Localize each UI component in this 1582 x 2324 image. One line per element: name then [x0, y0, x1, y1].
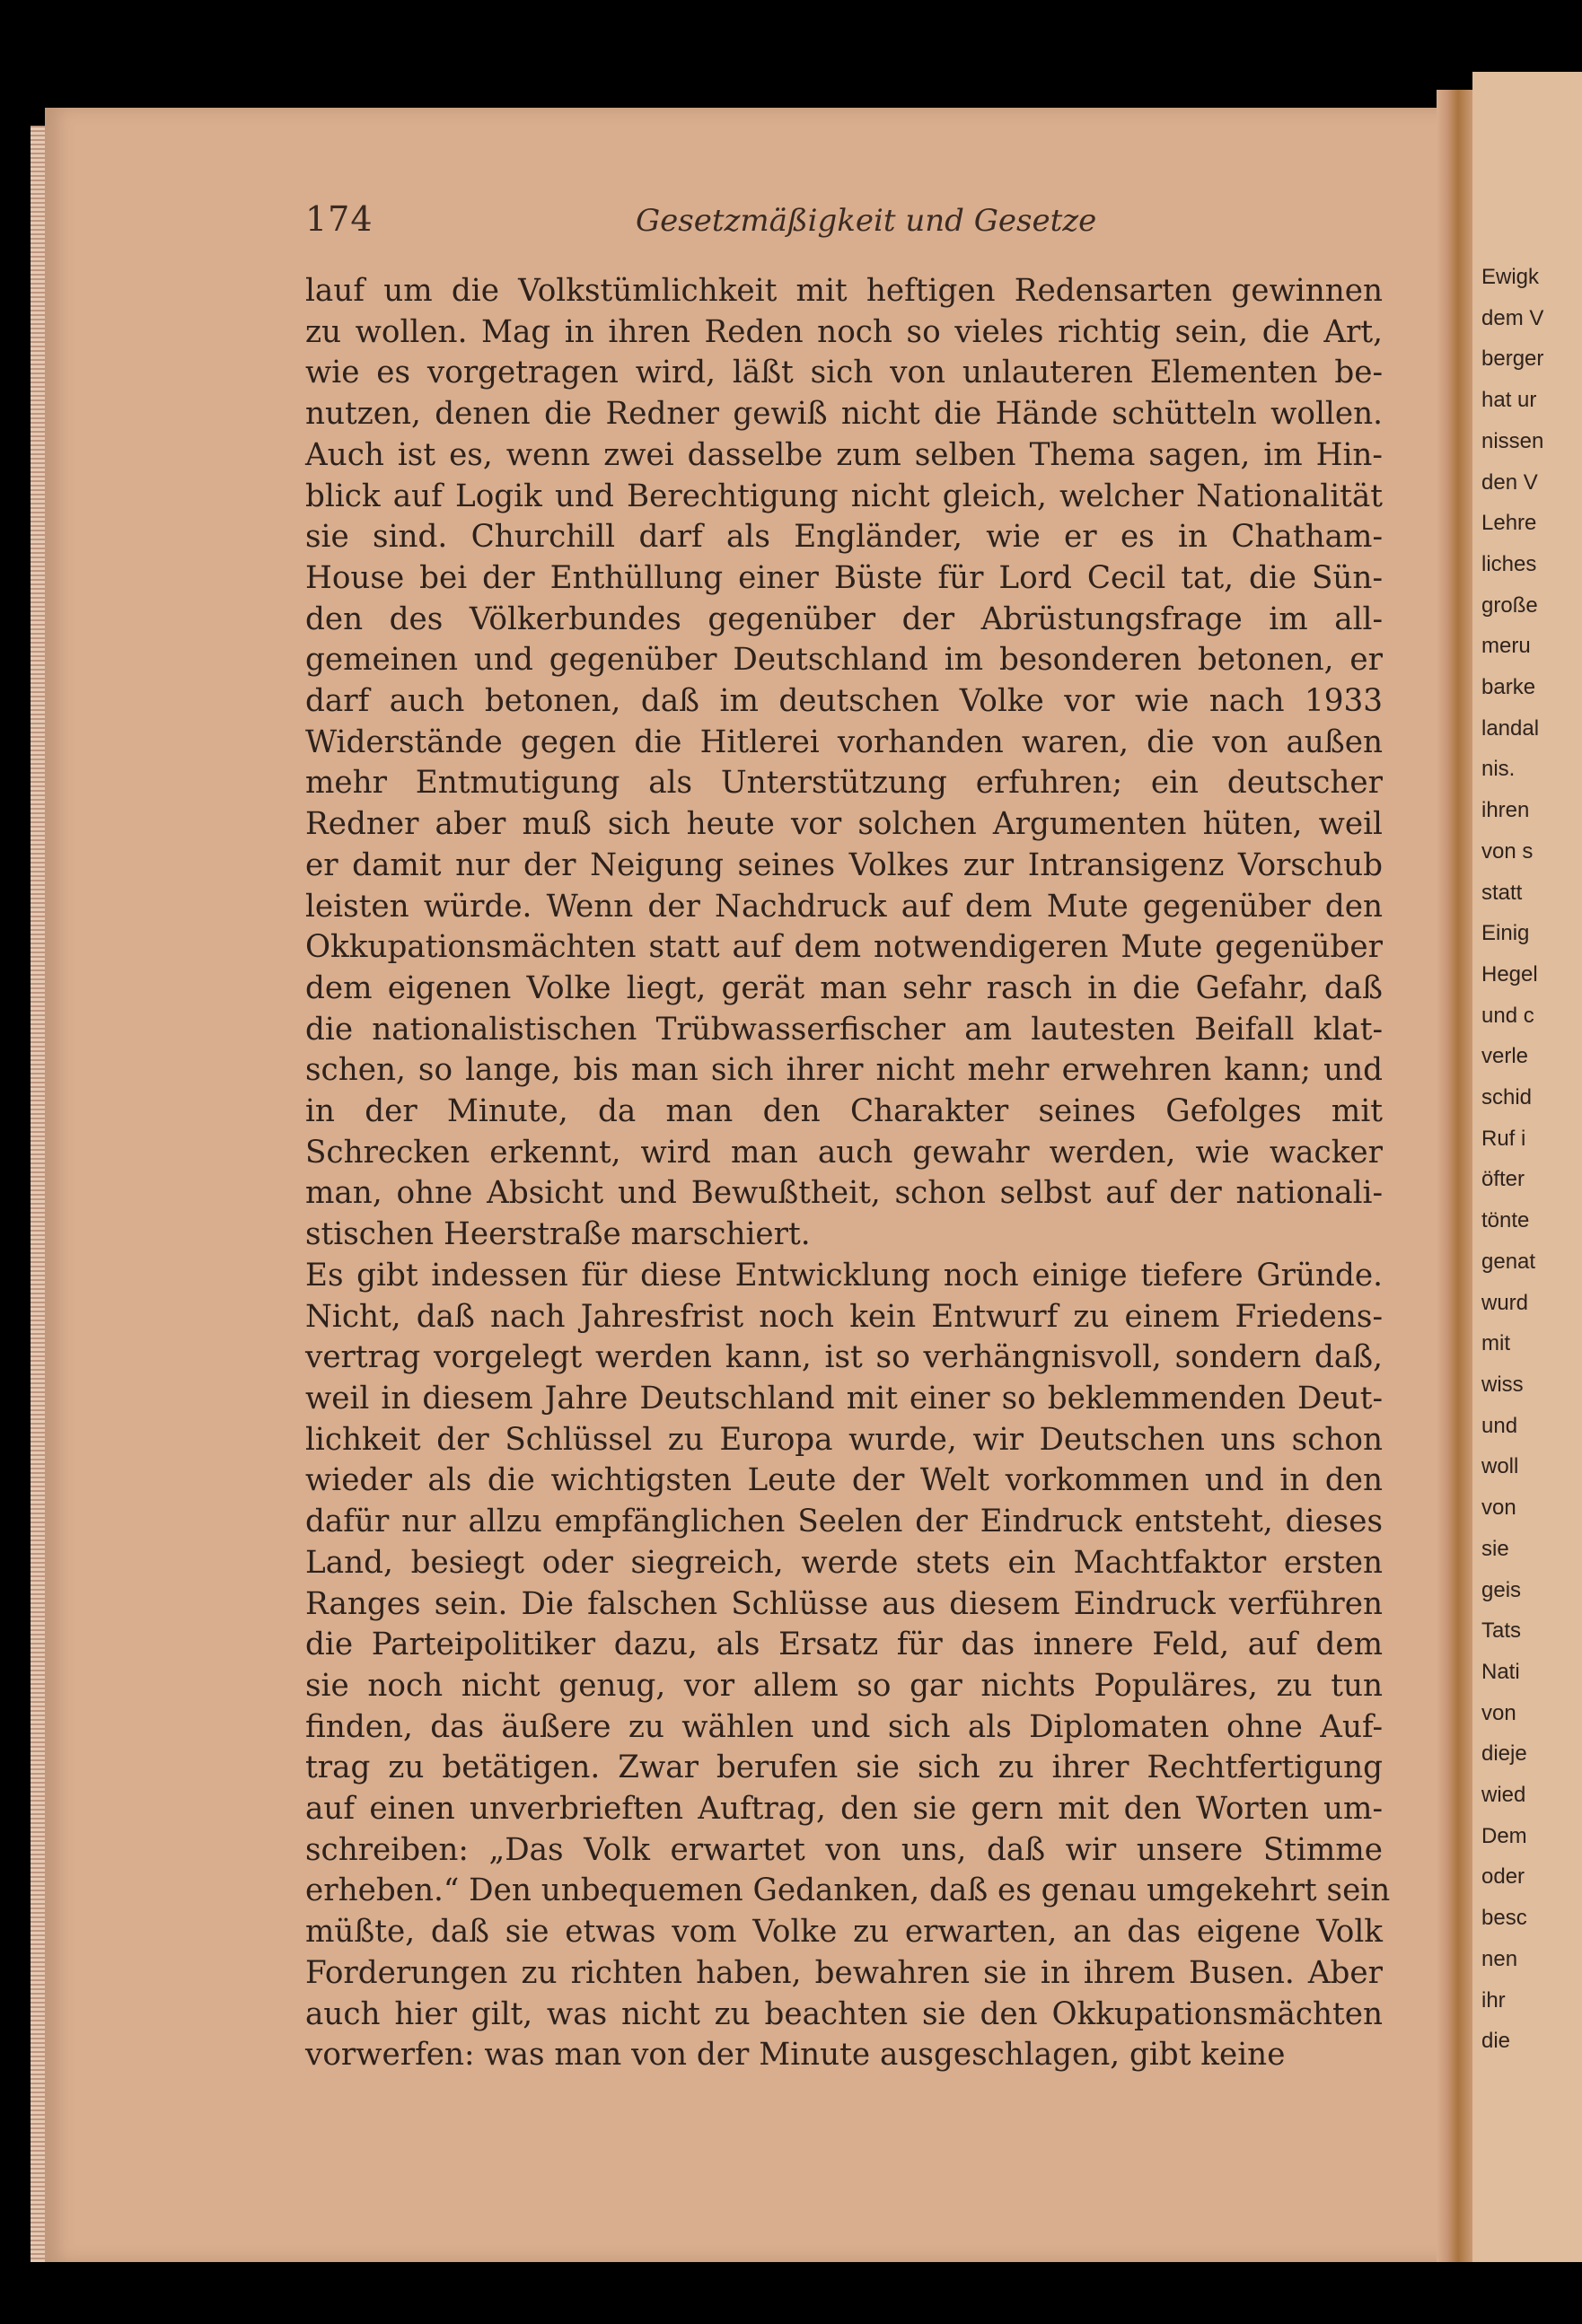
- right-page-line: wiss: [1481, 1372, 1524, 1397]
- right-page-line: geis: [1481, 1577, 1522, 1602]
- text-line: auch hier gilt, was nicht zu beachten sie den Okkupationsmächten: [305, 1995, 1383, 2032]
- right-page-line: Dem: [1481, 1823, 1527, 1848]
- right-page-line: dieje: [1481, 1741, 1527, 1767]
- text-line: Land, besiegt oder siegreich, werde stets ein Machtfaktor ersten: [305, 1544, 1383, 1581]
- text-line: die nationalistischen Trübwasserfischer am lautesten Beifall klat-: [305, 1011, 1383, 1048]
- right-page-line: von s: [1481, 838, 1534, 864]
- text-line: schreiben: „Das Volk erwartet von uns, daß wir unsere Stimme: [305, 1831, 1383, 1868]
- right-page-line: tönte: [1481, 1208, 1530, 1233]
- running-title: Gesetzmäßigkeit und Gesetze: [636, 203, 1097, 239]
- text-line: mehr Entmutigung als Unterstützung erfuhren; ein deutscher: [305, 765, 1383, 802]
- text-line: wieder als die wichtigsten Leute der Welt vorkommen und in den: [305, 1462, 1383, 1499]
- text-line: sie noch nicht genug, vor allem so gar nichts Populäres, zu tun: [305, 1667, 1383, 1704]
- right-page-line: landal: [1481, 715, 1540, 741]
- right-page-line: öfter: [1481, 1167, 1525, 1192]
- text-line: den des Völkerbundes gegenüber der Abrüstungsfrage im all-: [305, 601, 1383, 637]
- text-line: leisten würde. Wenn der Nachdruck auf dem Mute gegenüber den: [305, 888, 1383, 925]
- right-page-line: Ruf i: [1481, 1126, 1526, 1151]
- right-page: [1472, 72, 1582, 2262]
- page-number: 174: [305, 199, 374, 239]
- text-line: nutzen, denen die Redner gewiß nicht die Hände schütteln wollen.: [305, 396, 1383, 433]
- text-line: sie sind. Churchill darf als Engländer, wie er es in Chatham-: [305, 519, 1383, 556]
- text-line: lichkeit der Schlüssel zu Europa wurde, wir Deutschen uns schon: [305, 1421, 1383, 1458]
- right-page-line: Einig: [1481, 921, 1530, 946]
- text-line: Nicht, daß nach Jahresfrist noch kein Entwurf zu einem Friedens-: [305, 1298, 1383, 1335]
- right-page-line: schid: [1481, 1085, 1533, 1110]
- right-page-line: von: [1481, 1700, 1516, 1725]
- text-line: müßte, daß sie etwas vom Volke zu erwarten, an das eigene Volk: [305, 1914, 1383, 1951]
- right-page-line: meru: [1481, 634, 1531, 659]
- text-line: darf auch betonen, daß im deutschen Volke vor wie nach 1933: [305, 683, 1383, 720]
- right-page-line: besc: [1481, 1906, 1527, 1931]
- right-page-line: statt: [1481, 880, 1523, 905]
- text-line: Okkupationsmächten statt auf dem notwendigeren Mute gegenüber: [305, 929, 1383, 966]
- right-page-line: dem V: [1481, 305, 1544, 330]
- text-line: zu wollen. Mag in ihren Reden noch so vieles richtig sein, die Art,: [305, 313, 1383, 350]
- text-line: lauf um die Volkstümlichkeit mit heftigen Redensarten gewinnen: [305, 273, 1383, 309]
- right-page-line: sie: [1481, 1536, 1509, 1561]
- right-page-line: nis.: [1481, 757, 1516, 782]
- right-page-line: nissen: [1481, 428, 1544, 453]
- text-line: schen, so lange, bis man sich ihrer nicht mehr erwehren kann; und: [305, 1052, 1383, 1089]
- right-page-line: genat: [1481, 1249, 1536, 1274]
- text-line: stischen Heerstraße marschiert.: [305, 1216, 811, 1253]
- right-page-line: wurd: [1481, 1290, 1529, 1315]
- right-page-line: große: [1481, 592, 1538, 618]
- right-page-line: wied: [1481, 1783, 1526, 1808]
- text-line: gemeinen und gegenüber Deutschland im besonderen betonen, er: [305, 642, 1383, 679]
- right-page-line: Lehre: [1481, 511, 1537, 536]
- text-line: weil in diesem Jahre Deutschland mit einer so beklemmenden Deut-: [305, 1380, 1383, 1416]
- right-page-text: [1481, 257, 1543, 2062]
- text-line: finden, das äußere zu wählen und sich als Diplomaten ohne Auf-: [305, 1708, 1383, 1745]
- text-line: Widerstände gegen die Hitlerei vorhanden waren, die von außen: [305, 724, 1383, 760]
- text-line: dafür nur allzu empfänglichen Seelen der Eindruck entsteht, dieses: [305, 1504, 1383, 1540]
- right-page-line: den V: [1481, 469, 1538, 495]
- text-line: vertrag vorgelegt werden kann, ist so verhängnisvoll, sondern daß,: [305, 1339, 1383, 1376]
- text-line: Forderungen zu richten haben, bewahren sie in ihrem Busen. Aber: [305, 1954, 1383, 1991]
- right-page-line: Ewigk: [1481, 265, 1540, 289]
- right-page-line: oder: [1481, 1864, 1525, 1890]
- right-page-line: Hegel: [1481, 961, 1538, 987]
- text-line: Schrecken erkennt, wird man auch gewahr werden, wie wacker: [305, 1134, 1383, 1171]
- right-page-line: Tats: [1481, 1618, 1522, 1644]
- text-line: erheben.“ Den unbequemen Gedanken, daß es genau umgekehrt sein: [305, 1872, 1391, 1909]
- text-line: er damit nur der Neigung seines Volkes zur Intransigenz Vorschub: [305, 846, 1383, 883]
- text-line: die Parteipolitiker dazu, als Ersatz für das innere Feld, auf dem: [305, 1627, 1383, 1663]
- right-page-line: nen: [1481, 1946, 1518, 1971]
- text-line: in der Minute, da man den Charakter seines Gefolges mit: [305, 1093, 1383, 1130]
- right-page-line: liches: [1481, 551, 1537, 576]
- right-page-line: verle: [1481, 1044, 1529, 1069]
- right-page-line: hat ur: [1481, 388, 1537, 413]
- text-line: vorwerfen: was man von der Minute ausgeschlagen, gibt keine: [305, 2037, 1286, 2074]
- text-line: wie es vorgetragen wird, läßt sich von unlauteren Elementen be-: [305, 355, 1383, 391]
- right-page-line: barke: [1481, 675, 1536, 700]
- text-line: blick auf Logik und Berechtigung nicht gleich, welcher Nationalität: [305, 478, 1383, 514]
- text-line: auf einen unverbrieften Auftrag, den sie gern mit den Worten um-: [305, 1791, 1383, 1828]
- right-page-line: mit: [1481, 1331, 1510, 1356]
- right-page-line: berger: [1481, 346, 1544, 372]
- text-line: dem eigenen Volke liegt, gerät man sehr rasch in die Gefahr, daß: [305, 969, 1383, 1006]
- text-line: Es gibt indessen für diese Entwicklung noch einige tiefere Gründe.: [305, 1257, 1383, 1294]
- text-line: Ranges sein. Die falschen Schlüsse aus diesem Eindruck verführen: [305, 1585, 1383, 1622]
- text-line: trag zu betätigen. Zwar berufen sie sich zu ihrer Rechtfertigung: [305, 1750, 1383, 1786]
- right-page-line: ihr: [1481, 1987, 1506, 2013]
- right-page-line: woll: [1481, 1454, 1519, 1479]
- page-header: [305, 199, 1383, 244]
- right-page-line: Nati: [1481, 1659, 1520, 1684]
- text-line: House bei der Enthüllung einer Büste für Lord Cecil tat, die Sün-: [305, 559, 1383, 596]
- right-page-line: ihren: [1481, 798, 1530, 823]
- book-gutter: [1437, 90, 1472, 2262]
- text-line: Redner aber muß sich heute vor solchen Argumenten hüten, weil: [305, 806, 1383, 843]
- body-text: [305, 271, 1391, 2076]
- right-page-line: von: [1481, 1495, 1516, 1521]
- right-page-line: die: [1481, 2029, 1511, 2054]
- text-line: Auch ist es, wenn zwei dasselbe zum selben Thema sagen, im Hin-: [305, 436, 1383, 473]
- right-page-line: und c: [1481, 1003, 1534, 1028]
- right-page-line: und: [1481, 1413, 1518, 1438]
- text-line: man, ohne Absicht und Bewußtheit, schon selbst auf der nationali-: [305, 1175, 1383, 1212]
